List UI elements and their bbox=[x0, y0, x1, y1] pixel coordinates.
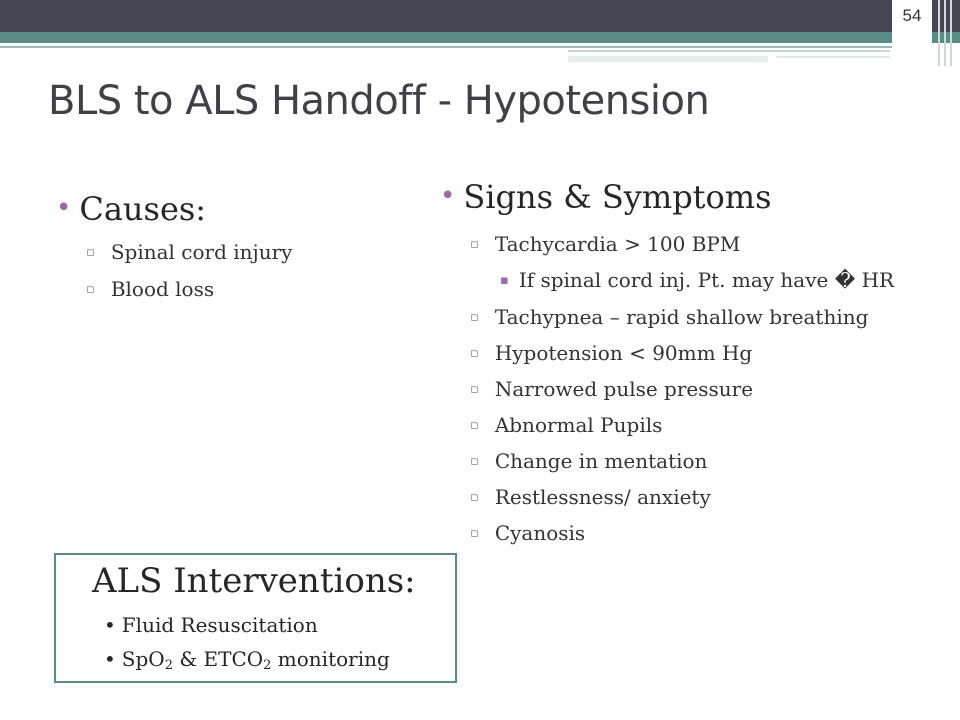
intervention-text: SpO bbox=[121, 647, 165, 671]
square-bullet-icon: ▫ bbox=[470, 526, 479, 541]
header-divider bbox=[938, 0, 940, 66]
subscript: 2 bbox=[263, 658, 272, 673]
causes-heading: Causes: bbox=[79, 190, 207, 228]
bullet-icon: • bbox=[56, 193, 72, 223]
signs-heading-item bbox=[440, 178, 772, 216]
list-item bbox=[470, 232, 740, 256]
list-item bbox=[470, 341, 752, 365]
cause-text: Spinal cord injury bbox=[110, 240, 293, 264]
page-number: 54 bbox=[902, 6, 922, 25]
square-bullet-icon: ▫ bbox=[470, 382, 479, 397]
sign-text: Narrowed pulse pressure bbox=[494, 377, 754, 401]
square-bullet-icon: ▫ bbox=[470, 237, 479, 252]
header-divider bbox=[944, 0, 946, 66]
sign-text: Cyanosis bbox=[494, 521, 586, 545]
square-bullet-icon: ▫ bbox=[470, 454, 479, 469]
header-rule bbox=[776, 56, 890, 58]
als-interventions-box bbox=[54, 553, 457, 683]
sign-text: Abnormal Pupils bbox=[494, 413, 663, 437]
als-heading: ALS Interventions: bbox=[92, 561, 416, 601]
header-rule bbox=[568, 56, 768, 62]
list-item bbox=[86, 240, 292, 264]
intervention-text: Fluid Resuscitation bbox=[121, 613, 318, 637]
header-accent-bar bbox=[0, 32, 960, 43]
header-divider bbox=[950, 0, 952, 66]
bullet-icon: • bbox=[440, 181, 456, 211]
list-item bbox=[500, 268, 894, 292]
list-item bbox=[470, 305, 868, 329]
causes-heading-item bbox=[56, 190, 206, 228]
list-item bbox=[104, 613, 318, 637]
list-item bbox=[470, 485, 711, 509]
sign-text: If spinal cord inj. Pt. may have � HR bbox=[518, 268, 895, 292]
header-rule bbox=[568, 50, 890, 52]
list-item bbox=[470, 449, 707, 473]
square-bullet-icon: ▫ bbox=[470, 490, 479, 505]
list-item bbox=[470, 413, 662, 437]
square-bullet-icon: ▫ bbox=[470, 418, 479, 433]
diamond-bullet-icon: ▪ bbox=[500, 273, 509, 288]
square-bullet-icon: ▫ bbox=[470, 346, 479, 361]
list-item bbox=[104, 647, 390, 673]
cause-text: Blood loss bbox=[110, 277, 215, 301]
intervention-text: & ETCO bbox=[172, 647, 264, 671]
sign-text: Tachypnea – rapid shallow breathing bbox=[494, 305, 869, 329]
sign-text: Tachycardia > 100 BPM bbox=[494, 232, 741, 256]
list-item bbox=[470, 377, 753, 401]
bullet-icon: • bbox=[104, 647, 116, 671]
list-item bbox=[470, 521, 585, 545]
list-item bbox=[86, 277, 214, 301]
slide-title: BLS to ALS Handoff - Hypotension bbox=[48, 78, 710, 124]
sign-text: Restlessness/ anxiety bbox=[494, 485, 711, 509]
sign-text: Hypotension < 90mm Hg bbox=[494, 341, 753, 365]
subscript: 2 bbox=[164, 658, 173, 673]
signs-heading: Signs & Symptoms bbox=[463, 178, 772, 216]
header-rule bbox=[0, 46, 930, 48]
square-bullet-icon: ▫ bbox=[86, 245, 95, 260]
intervention-text: monitoring bbox=[271, 647, 390, 671]
bullet-icon: • bbox=[104, 613, 116, 637]
square-bullet-icon: ▫ bbox=[470, 310, 479, 325]
sign-text: Change in mentation bbox=[494, 449, 708, 473]
header-bar bbox=[0, 0, 960, 32]
square-bullet-icon: ▫ bbox=[86, 282, 95, 297]
